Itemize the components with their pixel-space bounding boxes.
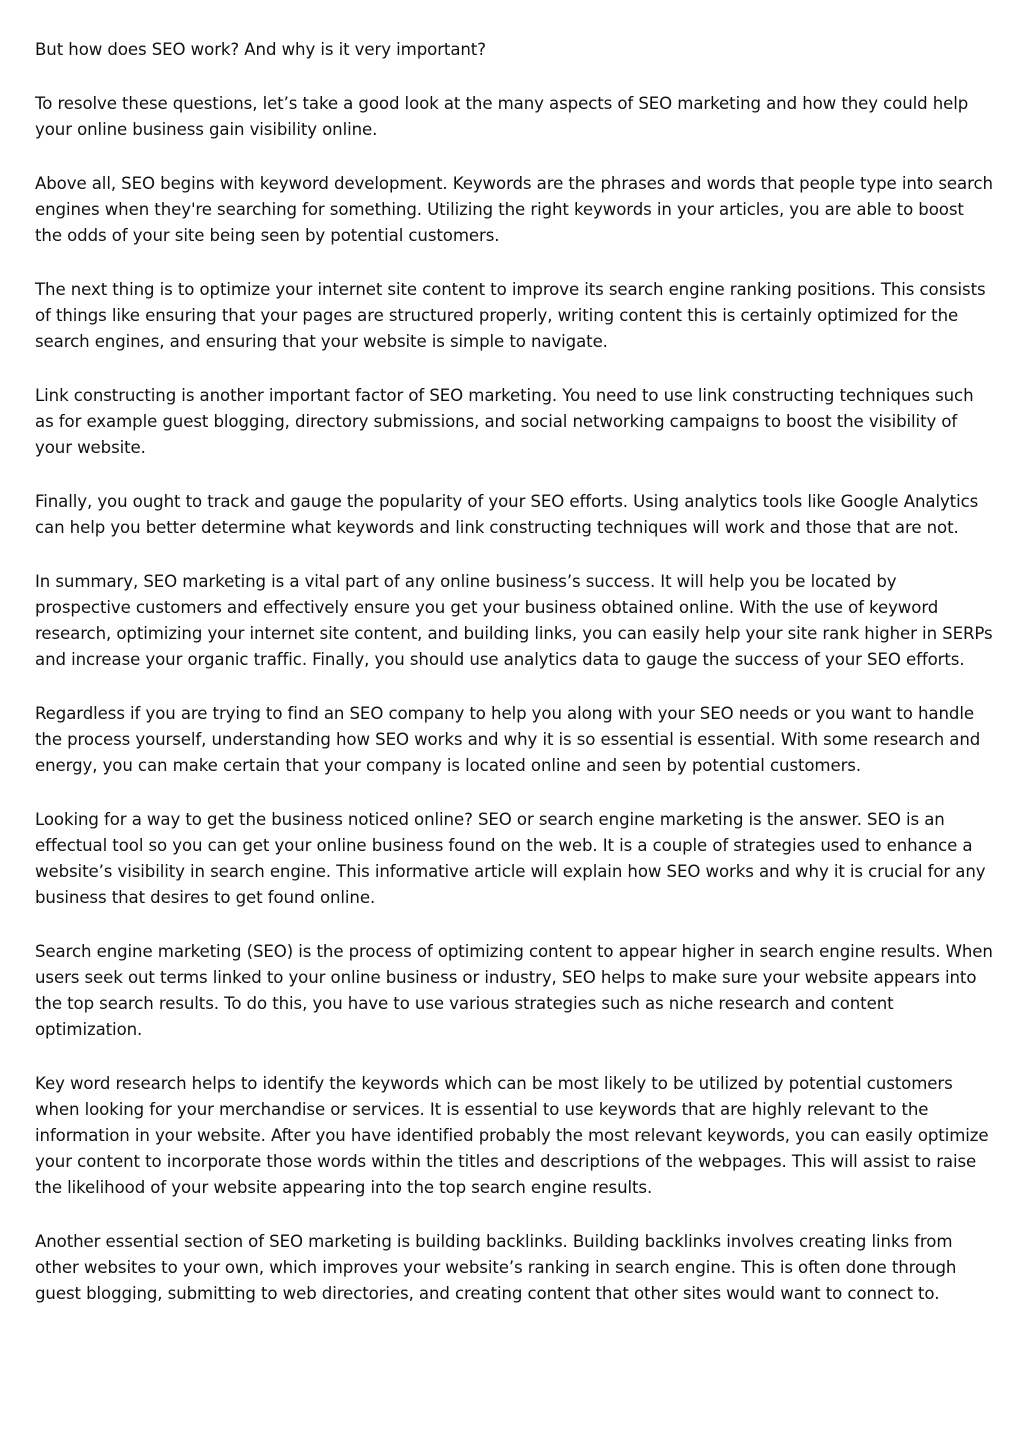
paragraph: Looking for a way to get the business noticed online? SEO or search engine marketing is the answer. SEO is an effectual tool so you can get your online business found on the web. It is a couple of strategies used to enhance a website’s visibility in search engine. This informative article will explain how SEO works and why it is crucial for any business that desires to get found online. [35,810,986,907]
paragraph: To resolve these questions, let’s take a good look at the many aspects of SEO marketing and how they could help your online business gain visibility online. [35,94,969,139]
paragraph: Link constructing is another important factor of SEO marketing. You need to use link constructing techniques such as for example guest blogging, directory submissions, and social networking campaigns to boost the visibility of your website. [35,386,974,457]
document-body [35,37,995,1335]
paragraph: Regardless if you are trying to find an SEO company to help you along with your SEO needs or you want to handle the process yourself, understanding how SEO works and why it is so essential is essential. With some research and energy, you can make certain that your company is located online and seen by potential customers. [35,704,981,775]
paragraph: Above all, SEO begins with keyword development. Keywords are the phrases and words that people type into search engines when they're searching for something. Utilizing the right keywords in your articles, you are able to boost the odds of your site being seen by potential customers. [35,174,993,245]
paragraph: Key word research helps to identify the keywords which can be most likely to be utilized by potential customers when looking for your merchandise or services. It is essential to use keywords that are highly relevant to the information in your website. After you have identified probably the most relevant keywords, you can easily optimize your content to incorporate those words within the titles and descriptions of the webpages. This will assist to raise the likelihood of your website appearing into the top search engine results. [35,1074,989,1197]
paragraph: The next thing is to optimize your internet site content to improve its search engine ranking positions. This consists of things like ensuring that your pages are structured properly, writing content this is certainly optimized for the search engines, and ensuring that your website is simple to navigate. [35,280,986,351]
paragraph: But how does SEO work? And why is it very important? [35,40,486,59]
paragraph: Search engine marketing (SEO) is the process of optimizing content to appear higher in search engine results. When users seek out terms linked to your online business or industry, SEO helps to make sure your website appears into the top search results. To do this, you have to use various strategies such as niche research and content optimization. [35,942,993,1039]
paragraph: Finally, you ought to track and gauge the popularity of your SEO efforts. Using analytics tools like Google Analytics can help you better determine what keywords and link constructing techniques will work and those that are not. [35,492,979,537]
paragraph: In summary, SEO marketing is a vital part of any online business’s success. It will help you be located by prospective customers and effectively ensure you get your business obtained online. With the use of keyword research, optimizing your internet site content, and building links, you can easily help your site rank higher in SERPs and increase your organic traffic. Finally, you should use analytics data to gauge the success of your SEO efforts. [35,572,993,669]
paragraph: Another essential section of SEO marketing is building backlinks. Building backlinks involves creating links from other websites to your own, which improves your website’s ranking in search engine. This is often done through guest blogging, submitting to web directories, and creating content that other sites would want to connect to. [35,1232,957,1303]
